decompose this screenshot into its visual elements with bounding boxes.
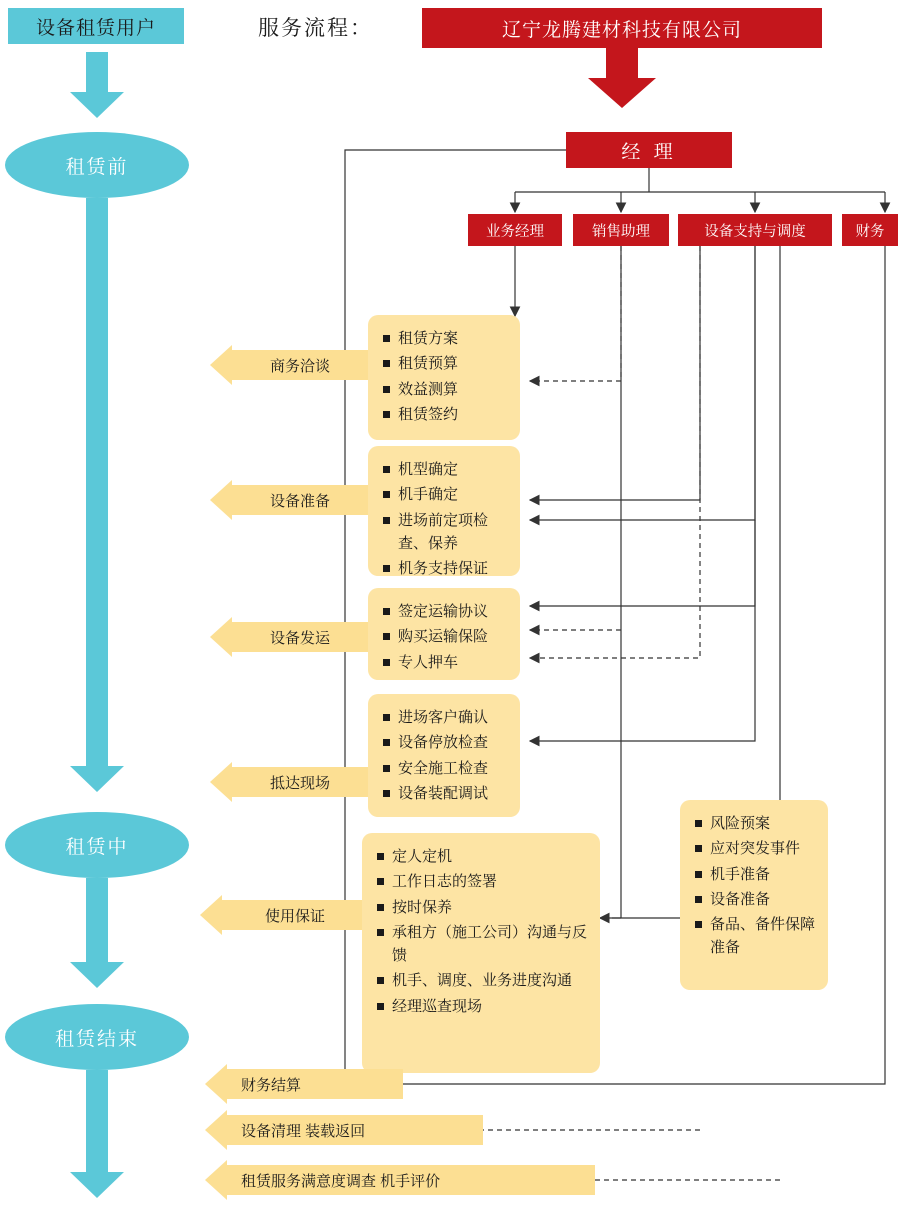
phase-box-1 — [368, 446, 520, 576]
manager-box: 经 理 — [566, 132, 732, 168]
phase-tag-2 — [210, 617, 368, 657]
phase-item: 设备停放检查 — [382, 731, 508, 754]
phase-tag-1 — [210, 480, 368, 520]
support-item: 机手准备 — [694, 863, 816, 886]
phase-item: 机手确定 — [382, 483, 508, 506]
phase-item: 租赁方案 — [382, 327, 508, 350]
phase-item: 进场客户确认 — [382, 706, 508, 729]
dept-box-0 — [468, 214, 562, 246]
phase-item: 签定运输协议 — [382, 600, 508, 623]
phase-tag-4 — [200, 895, 368, 935]
stage-ellipse-0 — [5, 132, 189, 198]
phase-item: 按时保养 — [376, 896, 588, 919]
dept-box-2 — [678, 214, 832, 246]
stage-ellipse-1 — [5, 812, 189, 878]
dept-box-3 — [842, 214, 898, 246]
phase-tag-0 — [210, 345, 368, 385]
dept-label-2: 设备支持与调度 — [704, 223, 806, 240]
closing-tag-label-0: 财务结算 — [241, 1076, 302, 1094]
phase-item: 购买运输保险 — [382, 625, 508, 648]
closing-tag-0 — [205, 1064, 403, 1104]
cyan-arrow-head-1 — [70, 92, 124, 118]
cyan-bar-4 — [86, 1070, 108, 1174]
closing-tag-2 — [205, 1160, 595, 1200]
stage-label-2: 租赁结束 — [54, 1028, 139, 1050]
dept-label-3: 财务 — [855, 223, 885, 240]
closing-tag-label-2: 租赁服务满意度调查 机手评价 — [241, 1172, 441, 1190]
cyan-bar-3 — [86, 878, 108, 966]
cyan-arrow-head-4 — [70, 1172, 124, 1198]
cyan-arrow-head-2 — [70, 766, 124, 792]
support-item: 应对突发事件 — [694, 837, 816, 860]
closing-tag-tip-0 — [205, 1064, 227, 1104]
stage-ellipse-2 — [5, 1004, 189, 1070]
phase-item: 机型确定 — [382, 458, 508, 481]
red-down-arrow — [586, 48, 658, 110]
phase-item: 租赁预算 — [382, 352, 508, 375]
phase-tag-3 — [210, 762, 368, 802]
tag-arrow-tip-0 — [210, 345, 232, 385]
left-column-header: 设备租赁用户 — [8, 8, 184, 44]
cyan-bar-2 — [86, 198, 108, 768]
phase-tag-label-1: 设备准备 — [269, 492, 330, 510]
cyan-bar-1 — [86, 52, 108, 94]
dept-box-1 — [573, 214, 669, 246]
diagram-title: 服务流程： — [258, 17, 373, 40]
dept-label-0: 业务经理 — [486, 223, 544, 240]
phase-item: 机务支持保证 — [382, 557, 508, 580]
tag-arrow-tip-2 — [210, 617, 232, 657]
tag-arrow-tip-3 — [210, 762, 232, 802]
phase-tag-label-0: 商务洽谈 — [269, 357, 330, 375]
closing-tag-tip-2 — [205, 1160, 227, 1200]
phase-item: 经理巡查现场 — [376, 995, 588, 1018]
phase-tag-label-2: 设备发运 — [269, 629, 330, 647]
support-item: 备品、备件保障准备 — [694, 913, 816, 960]
phase-box-4 — [362, 833, 600, 1073]
phase-box-3 — [368, 694, 520, 817]
tag-arrow-tip-4 — [200, 895, 222, 935]
phase-item: 进场前定项检查、保养 — [382, 509, 508, 556]
phase-item: 租赁签约 — [382, 403, 508, 426]
support-box — [680, 800, 828, 990]
dept-label-1: 销售助理 — [592, 223, 650, 240]
phase-tag-label-3: 抵达现场 — [269, 774, 330, 792]
phase-item: 工作日志的签署 — [376, 870, 588, 893]
stage-label-0: 租赁前 — [65, 156, 129, 178]
phase-item: 效益测算 — [382, 378, 508, 401]
phase-item: 设备装配调试 — [382, 782, 508, 805]
phase-item: 机手、调度、业务进度沟通 — [376, 969, 588, 992]
phase-box-0 — [368, 315, 520, 440]
phase-box-2 — [368, 588, 520, 680]
closing-tag-label-1: 设备清理 装载返回 — [241, 1122, 366, 1140]
phase-item: 承租方（施工公司）沟通与反馈 — [376, 921, 588, 968]
support-item: 风险预案 — [694, 812, 816, 835]
phase-tag-label-4: 使用保证 — [264, 907, 325, 925]
company-box: 辽宁龙腾建材科技有限公司 — [422, 8, 822, 48]
stage-label-1: 租赁中 — [65, 836, 129, 858]
phase-item: 定人定机 — [376, 845, 588, 868]
closing-tag-tip-1 — [205, 1110, 227, 1150]
phase-item: 安全施工检查 — [382, 757, 508, 780]
phase-item: 专人押车 — [382, 651, 508, 674]
cyan-arrow-head-3 — [70, 962, 124, 988]
closing-tag-1 — [205, 1110, 483, 1150]
support-item: 设备准备 — [694, 888, 816, 911]
tag-arrow-tip-1 — [210, 480, 232, 520]
